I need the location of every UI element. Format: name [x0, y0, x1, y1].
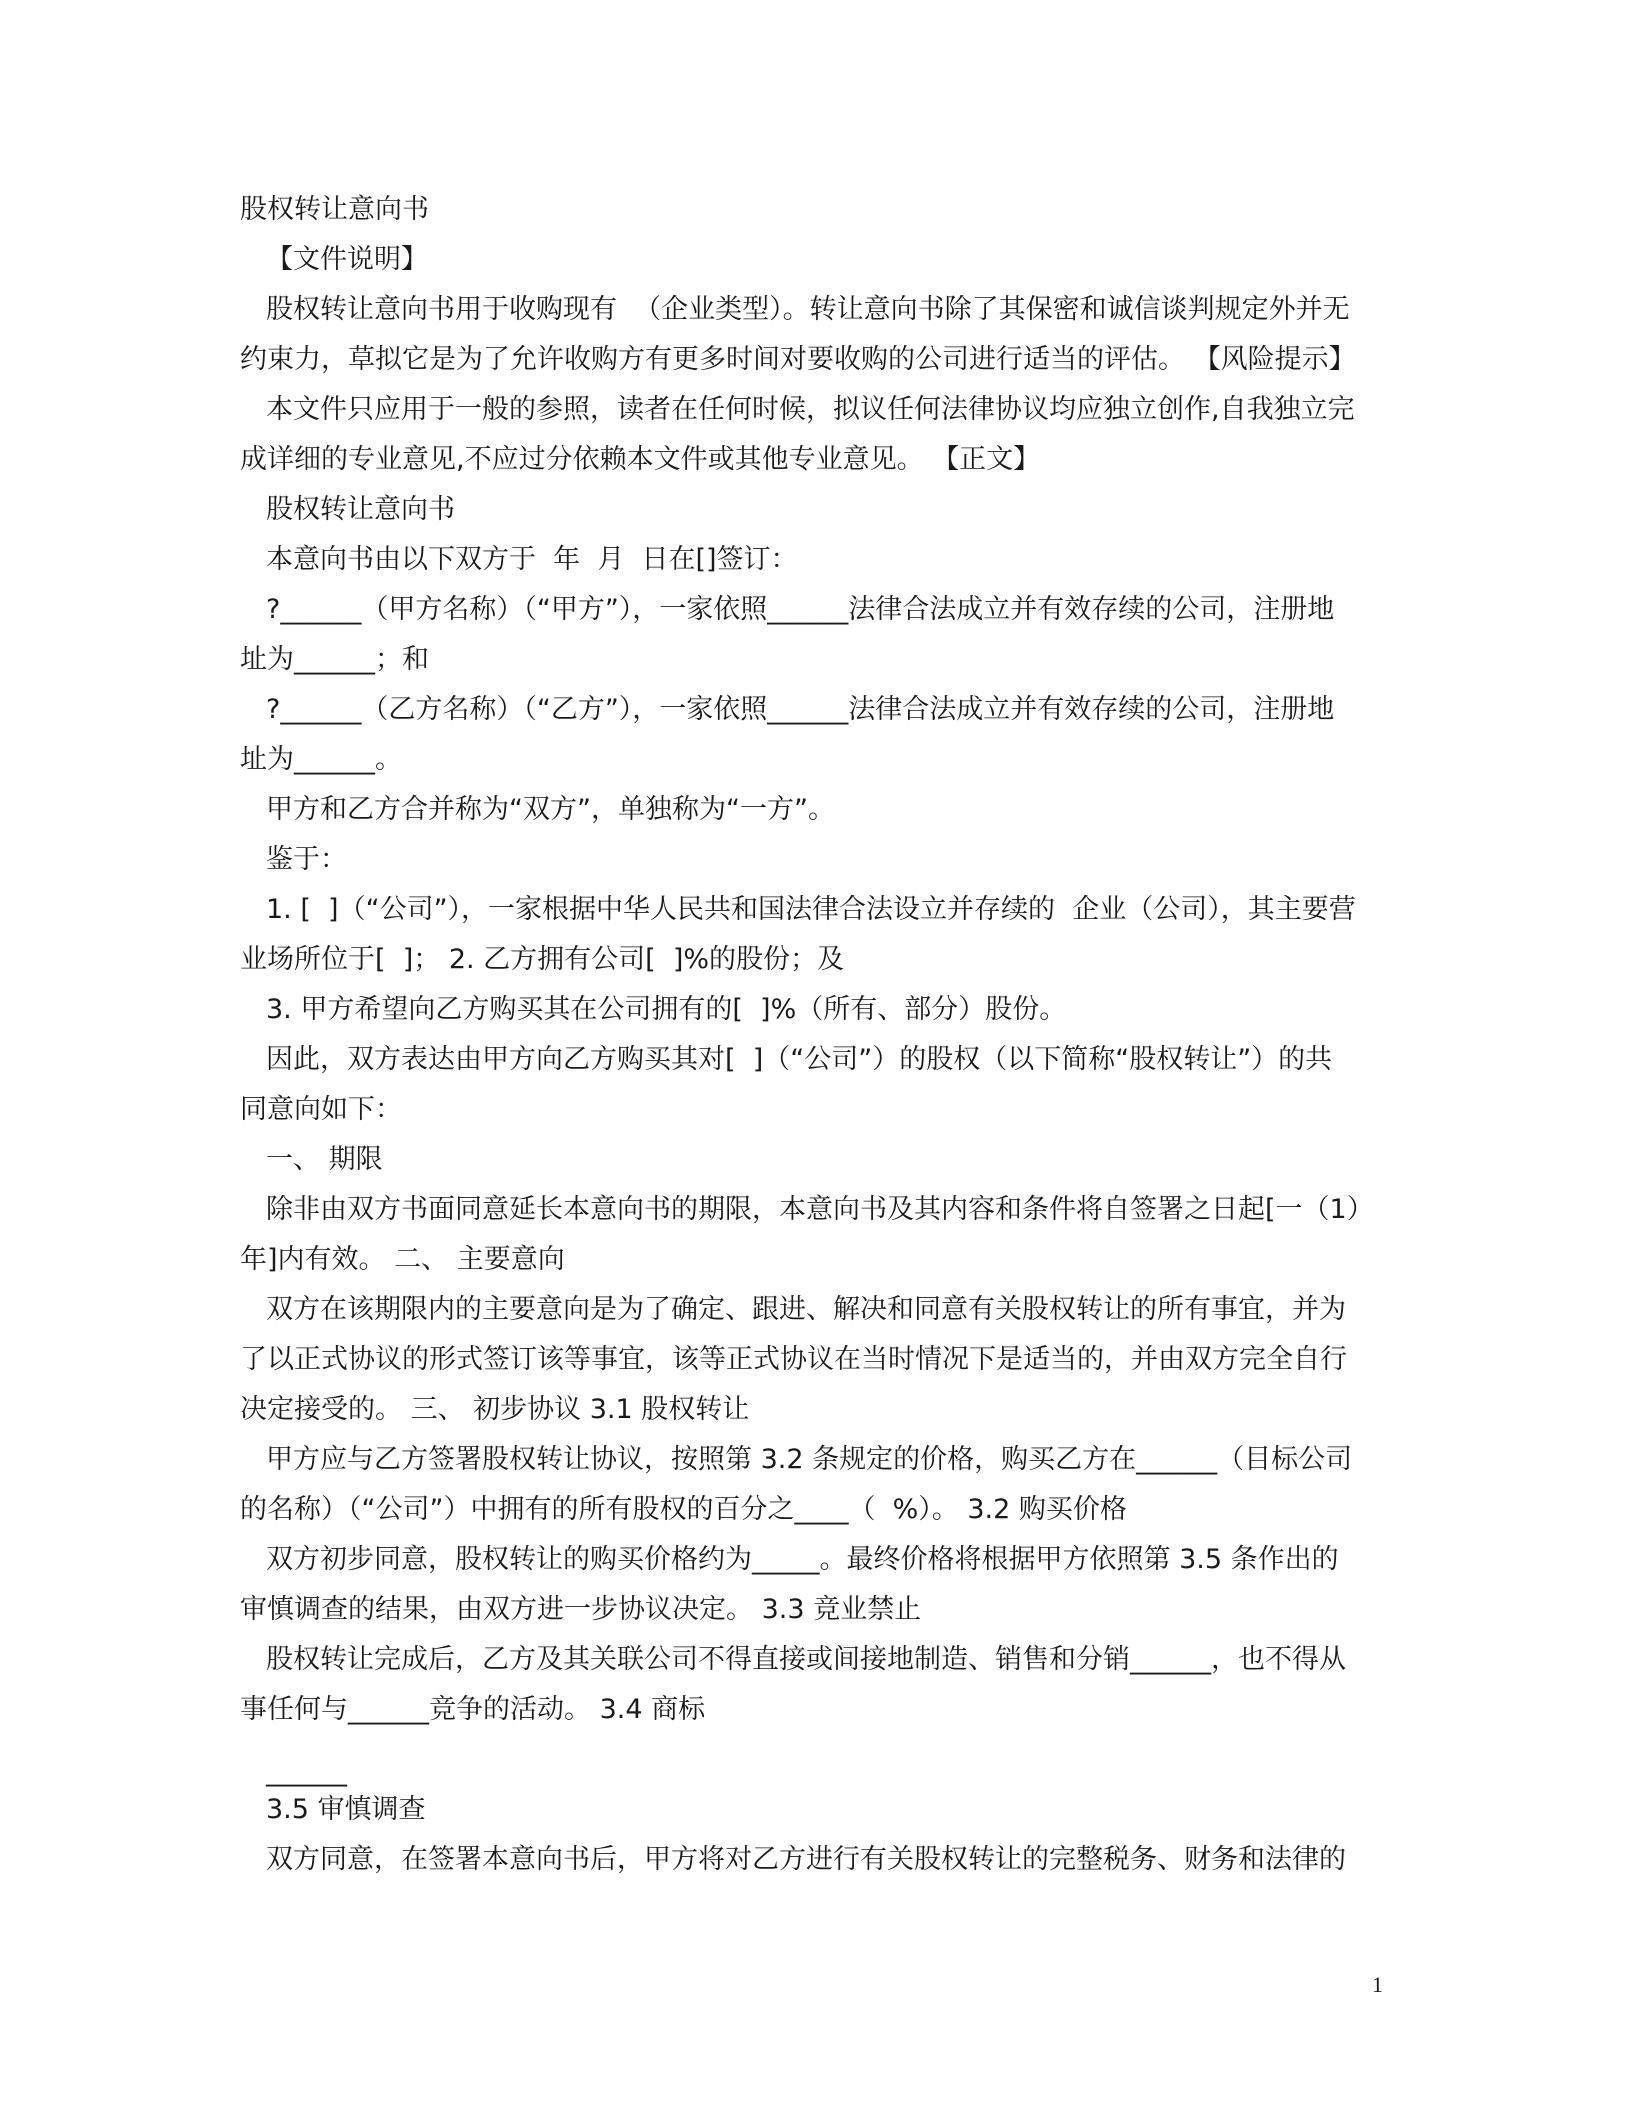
paragraph-line: 约束力，草拟它是为了允许收购方有更多时间对要收购的公司进行适当的评估。 【风险提示】	[240, 344, 1356, 375]
paragraph-line: 股权转让完成后，乙方及其关联公司不得直接或间接地制造、销售和分销______，也不得从	[266, 1644, 1346, 1675]
paragraph-line: 双方同意，在签署本意向书后，甲方将对乙方进行有关股权转让的完整税务、财务和法律的	[266, 1844, 1346, 1875]
paragraph-line: 成详细的专业意见,不应过分依赖本文件或其他专业意见。 【正文】	[240, 444, 1041, 475]
recital-item: 1. [ ]（“公司”），一家根据中华人民共和国法律合法设立并存续的 企业（公司），其主要营	[266, 894, 1356, 925]
paragraph-line: 本意向书由以下双方于 年 月 日在[]签订：	[266, 544, 798, 575]
page-number: 1	[1372, 1972, 1383, 1997]
paragraph-line: 双方在该期限内的主要意向是为了确定、跟进、解决和同意有关股权转让的所有事宜，并为	[266, 1294, 1346, 1325]
paragraph-line: 了以正式协议的形式签订该等事宜，该等正式协议在当时情况下是适当的，并由双方完全自行	[240, 1344, 1347, 1375]
paragraph-line: 甲方和乙方合并称为“双方”，单独称为“一方”。	[266, 794, 835, 825]
section-heading-due-diligence: 3.5 审慎调查	[266, 1794, 426, 1825]
paragraph-line: 双方初步同意，股权转让的购买价格约为_____。最终价格将根据甲方依照第 3.5 条作出的	[266, 1544, 1339, 1575]
section-heading-term: 一、 期限	[266, 1144, 383, 1175]
paragraph-line: 事任何与______竞争的活动。 3.4 商标	[240, 1694, 706, 1725]
recitals-heading: 鉴于：	[266, 844, 347, 875]
recital-item: 业场所位于[ ]； 2. 乙方拥有公司[ ]%的股份；及	[240, 944, 845, 975]
paragraph-line: 除非由双方书面同意延长本意向书的期限，本意向书及其内容和条件将自签署之日起[一（1）	[266, 1194, 1374, 1225]
trademark-blank: ______	[266, 1756, 347, 1787]
party-b-line: ?______（乙方名称）（“乙方”），一家依照______法律合法成立并有效存续的公司，注册地	[266, 694, 1335, 725]
party-a-address: 址为______；和	[240, 644, 429, 675]
paragraph-line: 年]内有效。 二、 主要意向	[240, 1244, 565, 1275]
paragraph-line: 股权转让意向书用于收购现有 （企业类型）。转让意向书除了其保密和诚信谈判规定外并无	[266, 294, 1350, 325]
document-title: 股权转让意向书	[240, 194, 429, 225]
party-b-address: 址为______。	[240, 744, 402, 775]
paragraph-line: 审慎调查的结果，由双方进一步协议决定。 3.3 竞业禁止	[240, 1594, 922, 1625]
paragraph-line: 的名称）（“公司”）中拥有的所有股权的百分之____（ %）。 3.2 购买价格	[240, 1494, 1127, 1525]
paragraph-line: 因此，双方表达由甲方向乙方购买其对[ ]（“公司”）的股权（以下简称“股权转让”）的共	[266, 1044, 1333, 1075]
party-a-line: ?______（甲方名称）（“甲方”），一家依照______法律合法成立并有效存续的公司，注册地	[266, 594, 1335, 625]
paragraph-line: 决定接受的。 三、 初步协议 3.1 股权转让	[240, 1394, 750, 1425]
paragraph-line: 同意向如下：	[240, 1094, 402, 1125]
paragraph-line: 本文件只应用于一般的参照，读者在任何时候，拟议任何法律协议均应独立创作,自我独立完	[266, 394, 1355, 425]
paragraph-line: 甲方应与乙方签署股权转让协议，按照第 3.2 条规定的价格，购买乙方在______（目标公司	[266, 1444, 1353, 1475]
recital-item: 3. 甲方希望向乙方购买其在公司拥有的[ ]%（所有、部分）股份。	[266, 994, 1067, 1025]
section-heading-file-description: 【文件说明】	[266, 244, 428, 275]
body-title: 股权转让意向书	[266, 494, 455, 525]
